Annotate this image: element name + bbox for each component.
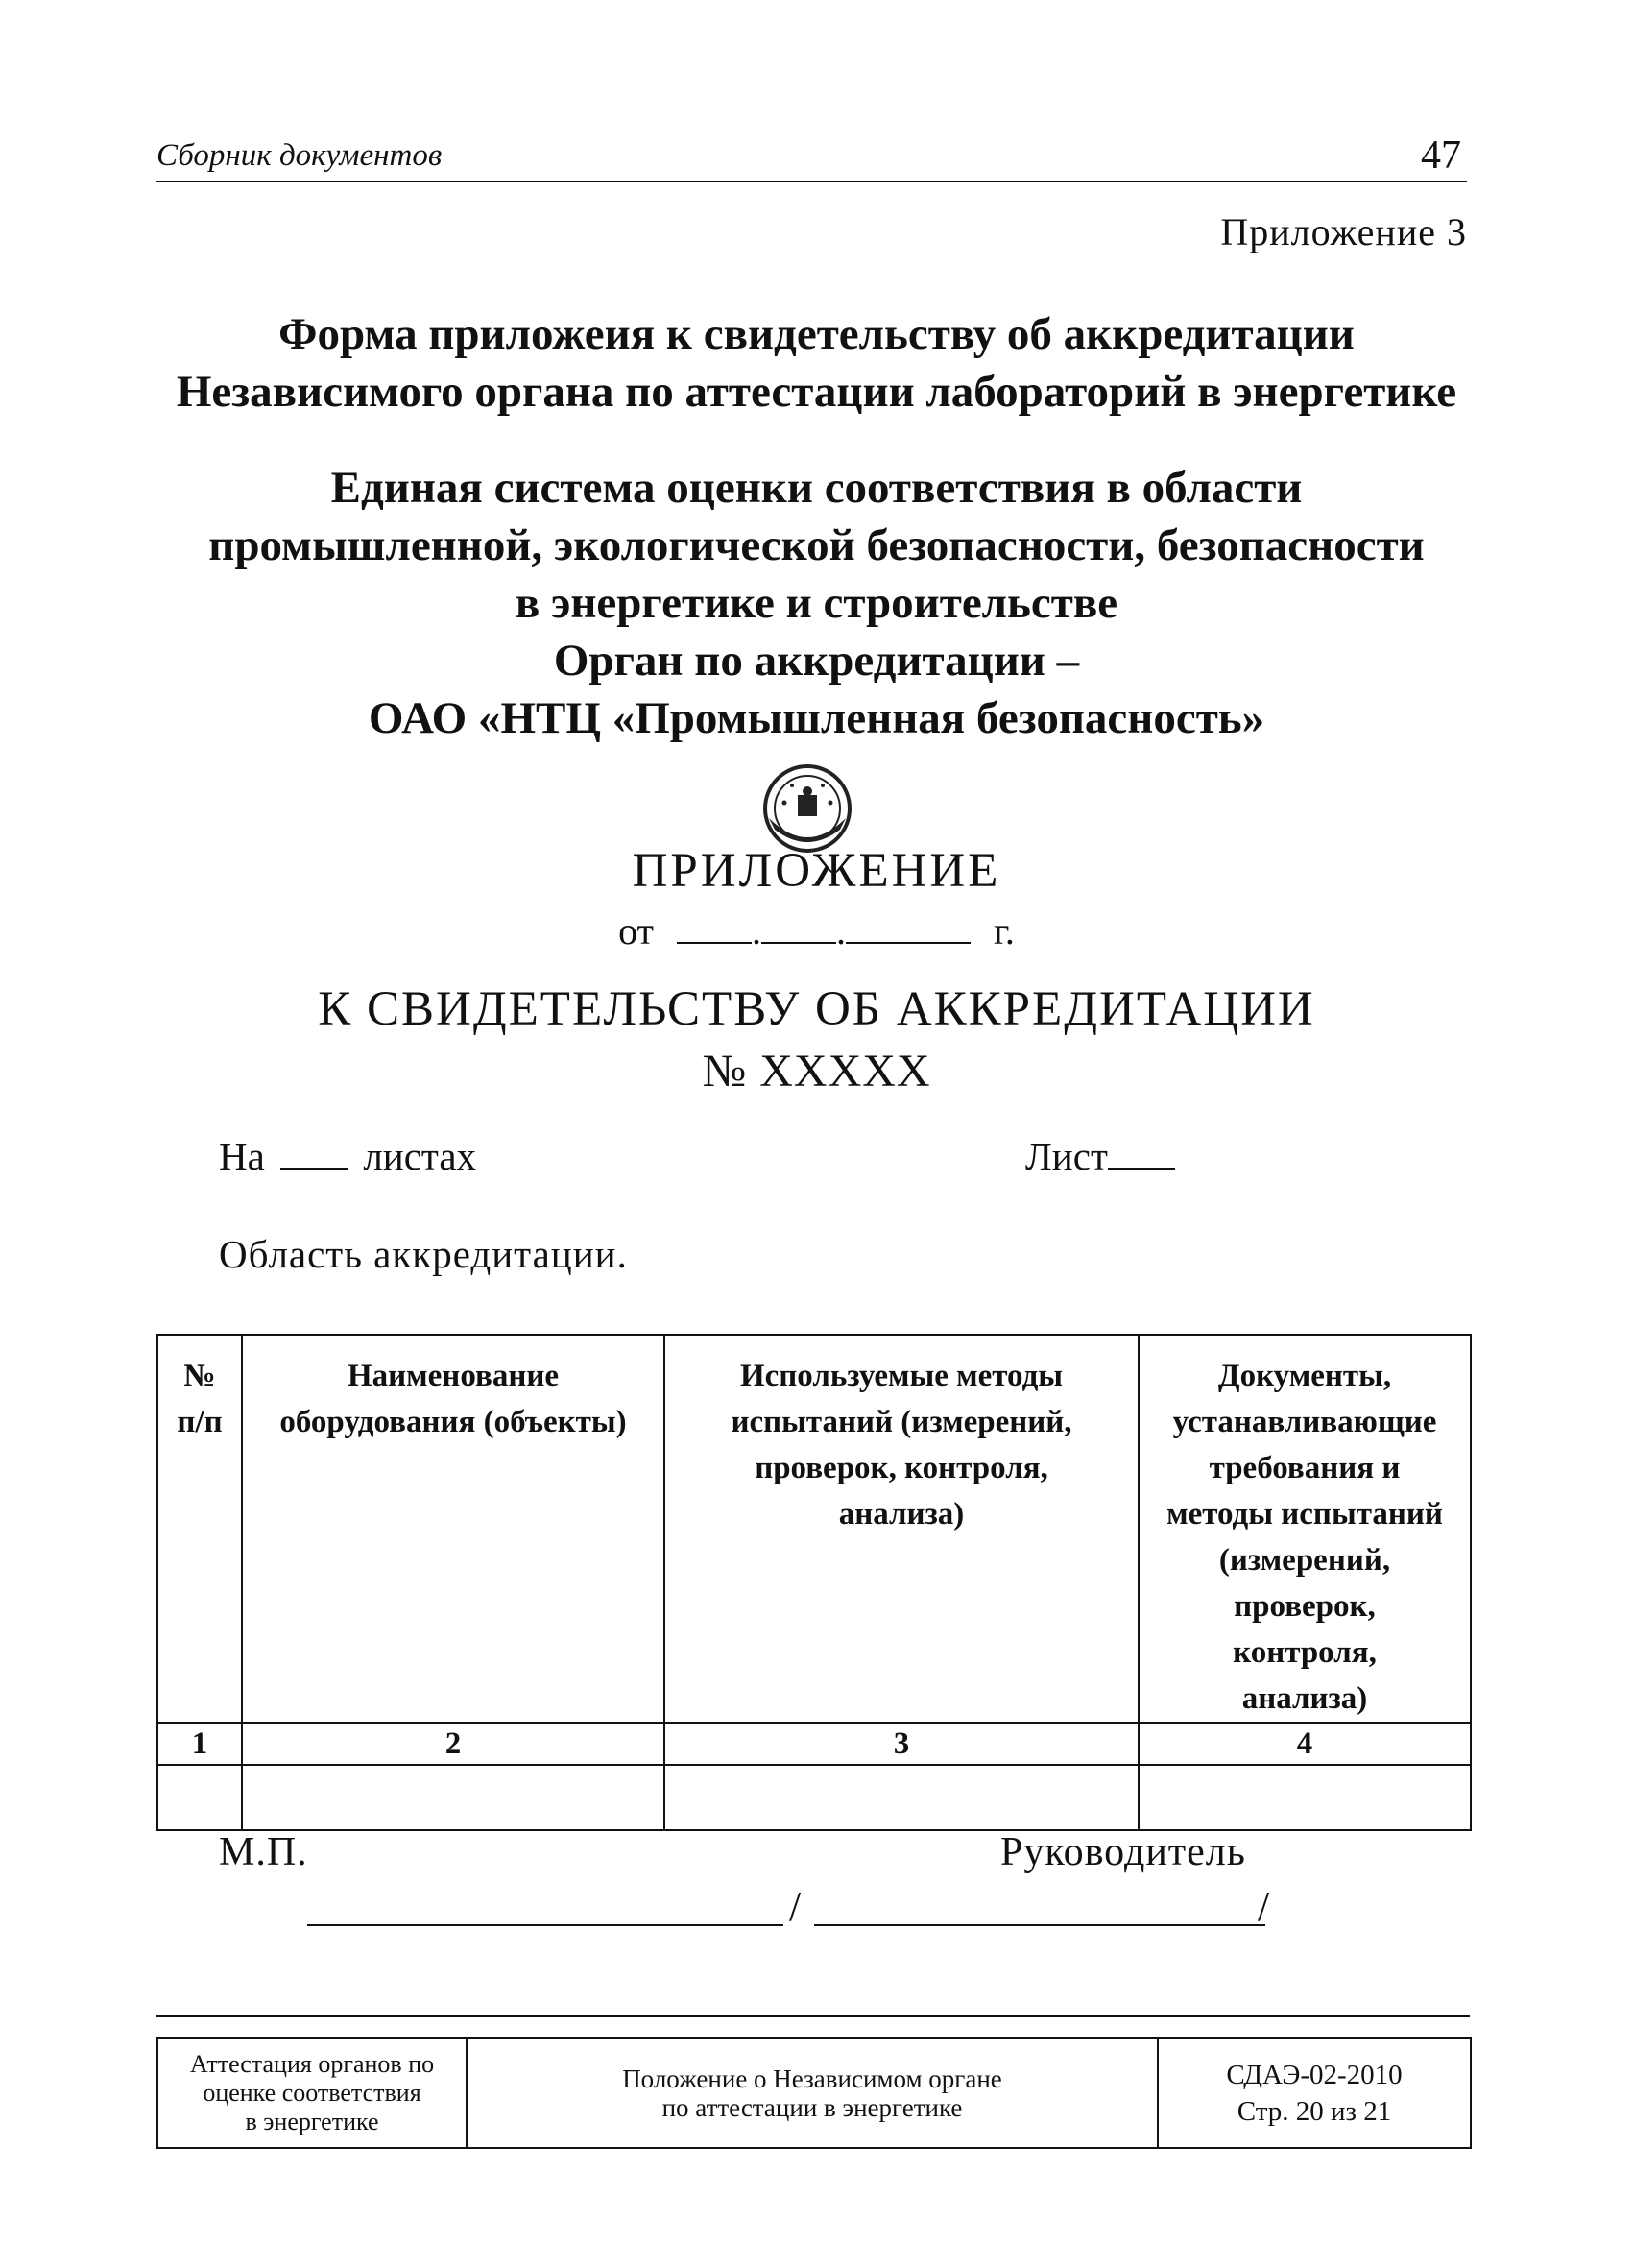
sheets-on-label: На bbox=[219, 1134, 265, 1178]
system-title-line-3: в энергетике и строительстве bbox=[515, 578, 1118, 628]
running-header bbox=[156, 133, 1467, 182]
running-title: Сборник документов bbox=[156, 138, 443, 173]
footer-document-title bbox=[467, 2038, 1158, 2148]
column-number: 2 bbox=[242, 1723, 664, 1765]
certificate-number: № XXXXX bbox=[702, 1046, 931, 1097]
date-year-blank[interactable] bbox=[846, 909, 971, 944]
header-line: № bbox=[183, 1359, 216, 1393]
column-number: 1 bbox=[157, 1723, 242, 1765]
header-line: проверок, bbox=[1234, 1589, 1376, 1624]
footer-line: в энергетике bbox=[245, 2107, 379, 2135]
header-line: контроля, bbox=[1233, 1635, 1377, 1670]
accreditation-scope-label: Область аккредитации. bbox=[219, 1232, 628, 1276]
footer-line: Аттестация органов по bbox=[189, 2049, 435, 2078]
footer-row bbox=[157, 2038, 1471, 2148]
date-prefix: от bbox=[618, 909, 655, 953]
footer-section-title bbox=[157, 2038, 467, 2148]
system-title-line-5: ОАО «НТЦ «Промышленная безопасность» bbox=[368, 693, 1265, 743]
system-title-line-1: Единая система оценки соответствия в области bbox=[330, 463, 1303, 513]
header-line: оборудования (объекты) bbox=[279, 1405, 627, 1439]
date-suffix: г. bbox=[994, 909, 1015, 953]
date-separator-2: . bbox=[836, 909, 847, 953]
system-title-line-2: промышленной, экологической безопасности, безопасности bbox=[208, 520, 1425, 570]
signature-separator: / bbox=[789, 1883, 802, 1930]
header-line: устанавливающие bbox=[1172, 1405, 1437, 1439]
header-line: Используемые методы bbox=[739, 1359, 1064, 1393]
date-separator-1: . bbox=[752, 909, 762, 953]
date-day-blank[interactable] bbox=[677, 909, 752, 944]
column-header-number bbox=[157, 1335, 242, 1723]
header-line: испытаний (измерений, bbox=[731, 1405, 1072, 1439]
header-line: п/п bbox=[177, 1405, 223, 1439]
stamp-label: М.П. bbox=[219, 1830, 308, 1874]
signature-blank[interactable] bbox=[307, 1924, 783, 1926]
footer-table bbox=[156, 2037, 1472, 2149]
system-title bbox=[125, 459, 1508, 747]
footer-line: оценке соответствия bbox=[203, 2078, 421, 2107]
header-line: (измерений, bbox=[1218, 1543, 1391, 1578]
footer-line: Положение о Независимом органе bbox=[622, 2063, 1002, 2093]
footer-line: Стр. 20 из 21 bbox=[1237, 2095, 1392, 2127]
annex-title: ПРИЛОЖЕНИЕ bbox=[632, 844, 1001, 898]
header-line: Документы, bbox=[1217, 1359, 1392, 1393]
table-cell[interactable] bbox=[242, 1765, 664, 1830]
table-cell[interactable] bbox=[664, 1765, 1139, 1830]
annex-date-line bbox=[125, 908, 1508, 953]
column-header-equipment bbox=[242, 1335, 664, 1723]
sheet-number-blank[interactable] bbox=[1108, 1135, 1175, 1170]
column-number-row bbox=[157, 1723, 1471, 1765]
page-number: 47 bbox=[1421, 133, 1461, 178]
column-header-methods bbox=[664, 1335, 1139, 1723]
header-line: методы испытаний bbox=[1166, 1497, 1443, 1532]
form-title-line-1: Форма приложеия к свидетельству об аккредитации bbox=[278, 309, 1355, 359]
footer-divider bbox=[156, 2015, 1470, 2017]
column-number: 4 bbox=[1139, 1723, 1471, 1765]
signature-line bbox=[0, 1882, 1633, 1930]
table-row bbox=[157, 1765, 1471, 1830]
header-line: Наименование bbox=[348, 1359, 559, 1393]
table-cell[interactable] bbox=[157, 1765, 242, 1830]
sheets-suffix-label: листах bbox=[363, 1134, 477, 1178]
certificate-heading: К СВИДЕТЕЛЬСТВУ ОБ АККРЕДИТАЦИИ bbox=[318, 982, 1315, 1036]
table-header-row bbox=[157, 1335, 1471, 1723]
column-header-documents bbox=[1139, 1335, 1471, 1723]
header-line: анализа) bbox=[1241, 1681, 1368, 1716]
name-blank[interactable] bbox=[814, 1924, 1265, 1926]
appendix-label: Приложение 3 bbox=[1220, 210, 1467, 253]
header-line: проверок, контроля, bbox=[755, 1451, 1048, 1485]
footer-line: по аттестации в энергетике bbox=[661, 2092, 963, 2122]
table-cell[interactable] bbox=[1139, 1765, 1471, 1830]
footer-document-code bbox=[1158, 2038, 1471, 2148]
date-month-blank[interactable] bbox=[761, 909, 836, 944]
accreditation-scope-table bbox=[156, 1334, 1472, 1831]
footer-line: СДАЭ-02-2010 bbox=[1226, 2059, 1403, 2090]
head-label: Руководитель bbox=[1000, 1830, 1246, 1874]
system-title-line-4: Орган по аккредитации – bbox=[553, 636, 1080, 686]
sheets-count-blank[interactable] bbox=[280, 1135, 348, 1170]
sheets-count-line bbox=[219, 1133, 476, 1179]
header-line: требования и bbox=[1209, 1451, 1401, 1485]
sheet-label: Лист bbox=[1025, 1134, 1108, 1178]
form-title-line-2: Независимого органа по аттестации лабораторий в энергетике bbox=[176, 367, 1457, 417]
name-end-slash: / bbox=[1258, 1883, 1270, 1930]
form-title bbox=[125, 305, 1508, 421]
header-line: анализа) bbox=[838, 1497, 965, 1532]
sheet-number-line bbox=[1025, 1133, 1175, 1179]
column-number: 3 bbox=[664, 1723, 1139, 1765]
